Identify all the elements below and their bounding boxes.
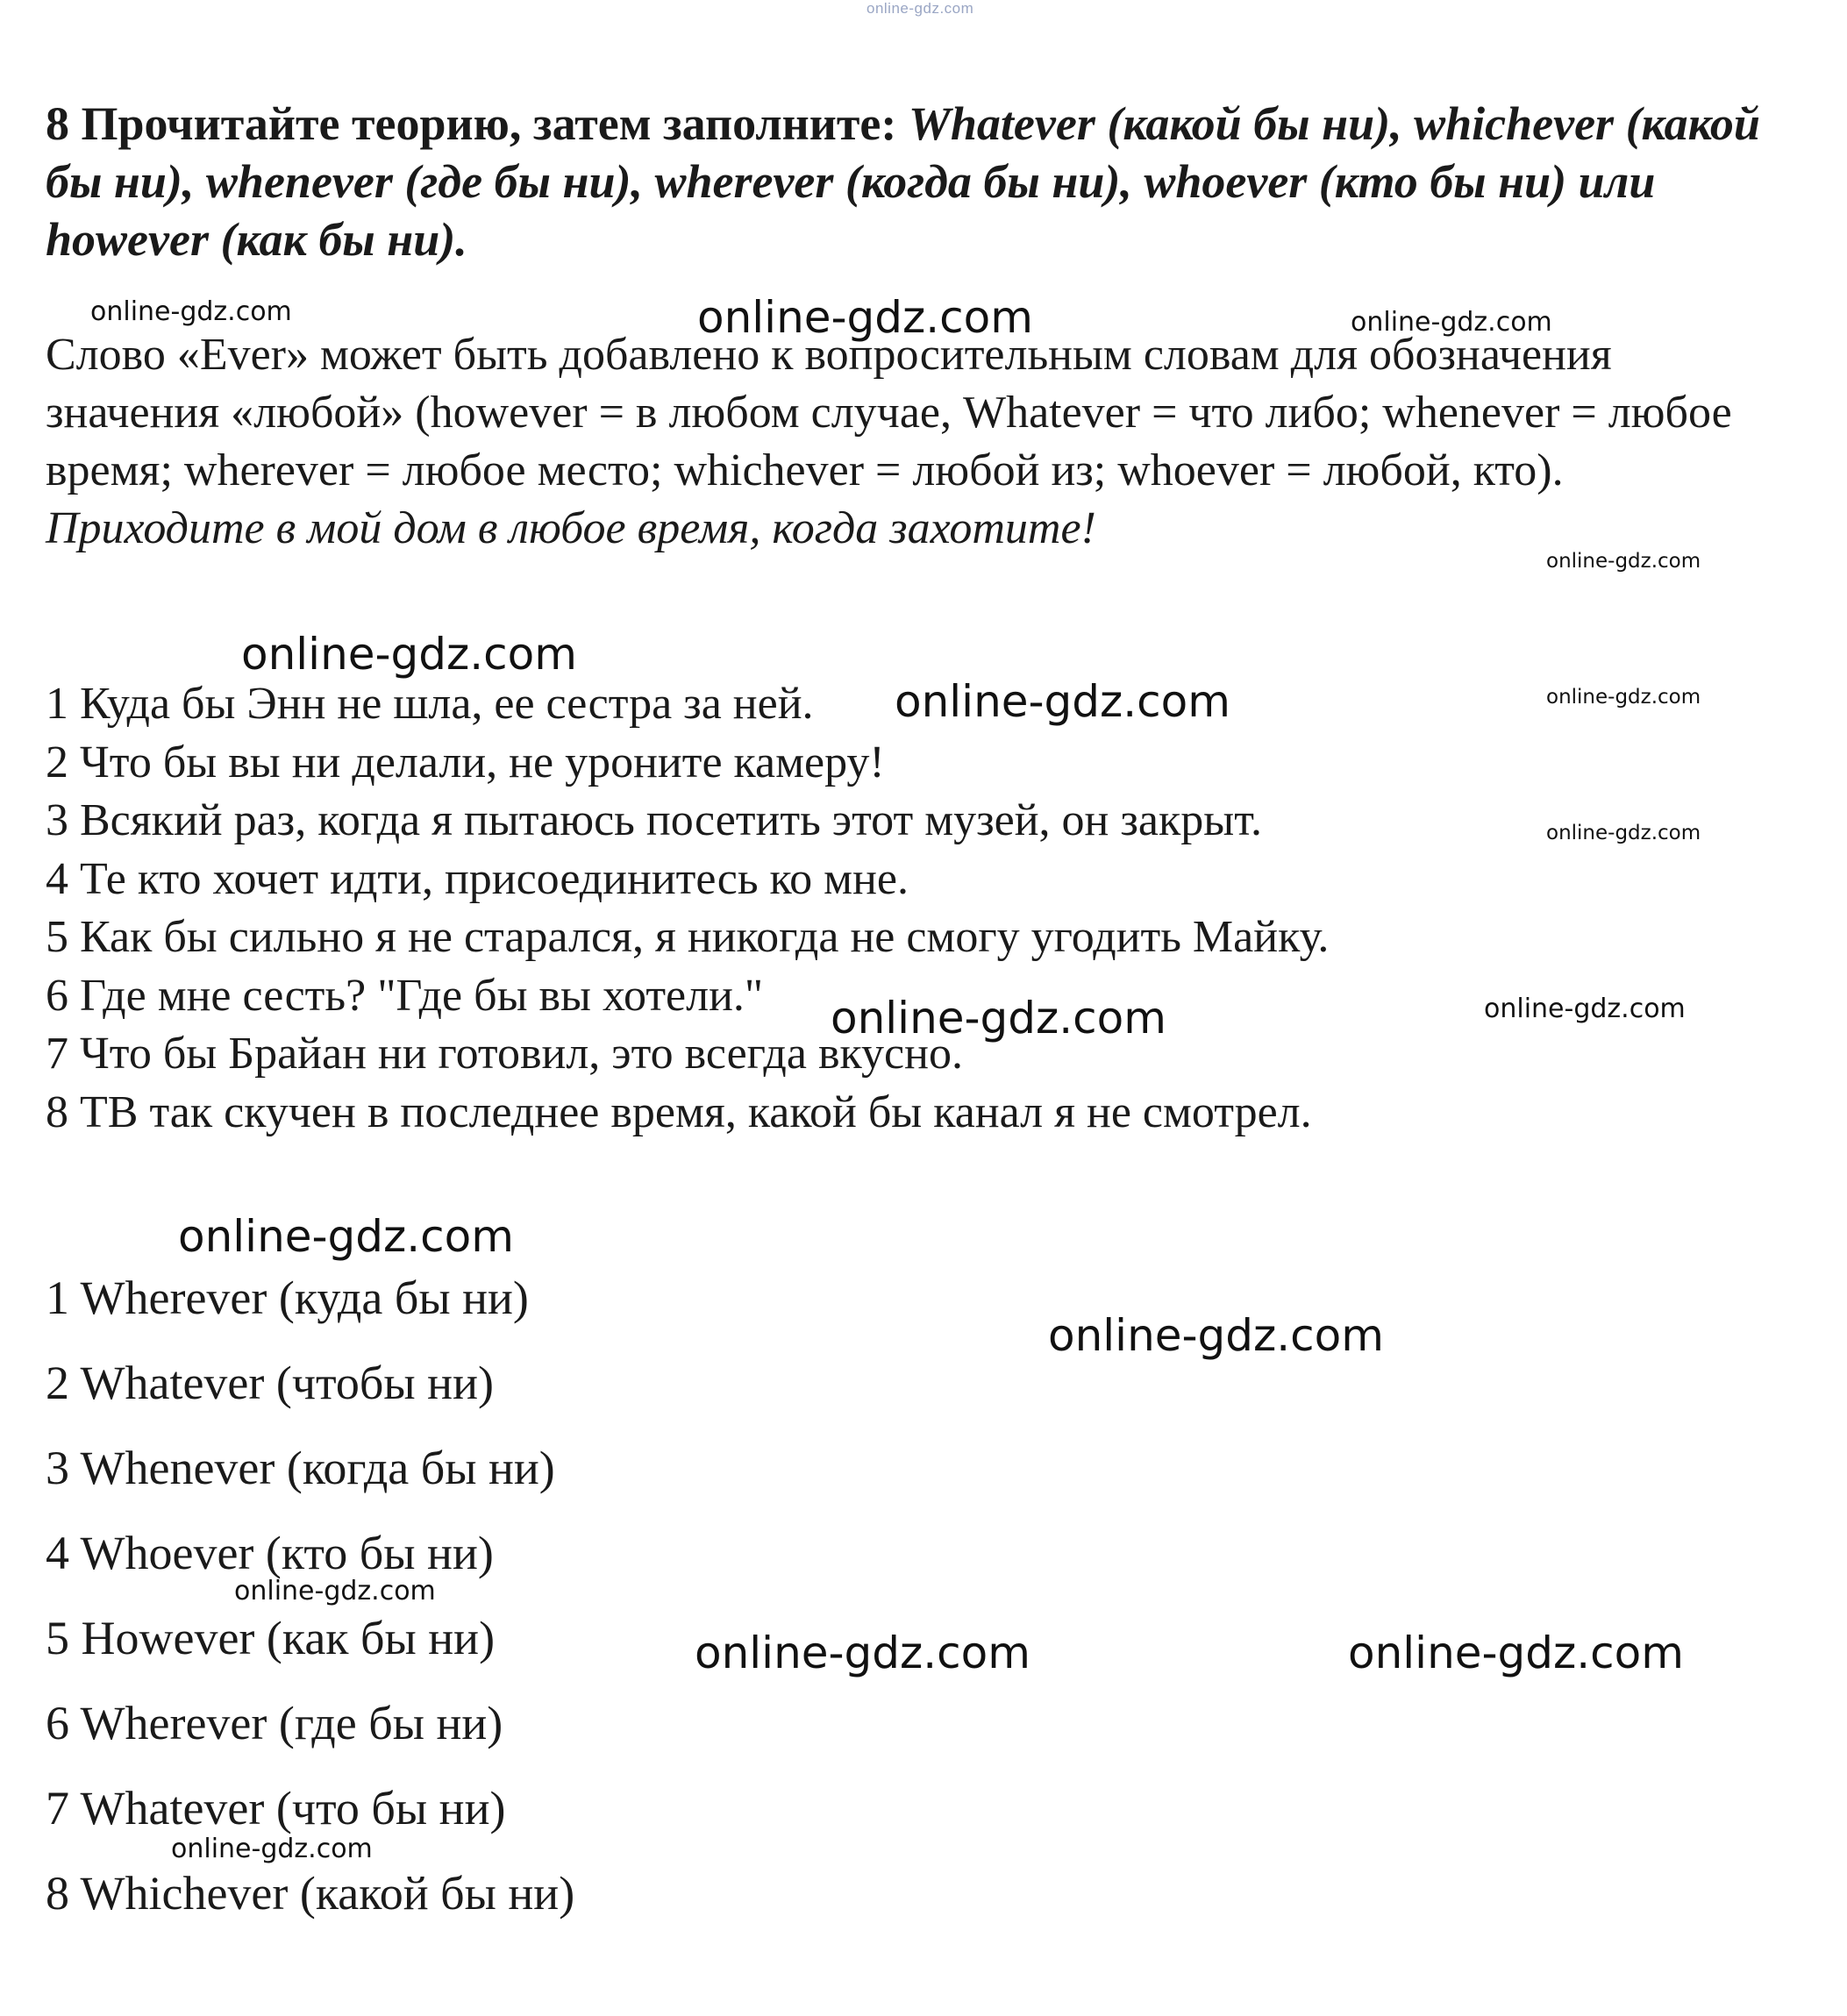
answer-item: 4 Whoever (кто бы ни) (46, 1527, 494, 1579)
watermark: online-gdz.com (90, 296, 292, 327)
task-item: 5 Как бы сильно я не старался, я никогда не смогу угодить Майку. (46, 912, 1330, 962)
answer-item: 1 Wherever (куда бы ни) (46, 1272, 529, 1324)
watermark: online-gdz.com (1348, 1628, 1684, 1678)
watermark: online-gdz.com (1351, 307, 1552, 338)
task-item: 1 Куда бы Энн не шла, ее сестра за ней. (46, 679, 814, 729)
watermark: online-gdz.com (1546, 686, 1701, 709)
exercise-heading (46, 95, 1782, 268)
answer-item: 3 Whenever (когда бы ни) (46, 1442, 555, 1494)
task-item: 7 Что бы Брайан ни готовил, это всегда вкусно. (46, 1029, 963, 1079)
watermark: online-gdz.com (178, 1211, 514, 1262)
task-item: 6 Где мне сесть? "Где бы вы хотели." (46, 970, 764, 1021)
header-watermark: online-gdz.com (866, 0, 974, 17)
heading-italic: Whatever (какой бы ни), whichever (какой бы ни), whenever (где бы ни), wherever (когда бы ни), whoever (кто бы ни) или however (как бы ни). (46, 97, 1760, 266)
task-item: 3 Всякий раз, когда я пытаюсь посетить этот музей, он закрыт. (46, 795, 1263, 845)
task-item: 2 Что бы вы ни делали, не уроните камеру! (46, 737, 885, 787)
answer-item: 6 Wherever (где бы ни) (46, 1697, 503, 1749)
watermark: online-gdz.com (695, 1628, 1030, 1678)
watermark: online-gdz.com (1546, 822, 1701, 844)
task-list (46, 675, 1329, 1142)
theory-text: Слово «Ever» может быть добавлено к вопросительным словам для обозначения значения «любой» (however = в любом случае, Whatever = что либо; whenever = любое время; wherever = любое место; whichever = любой из; whoever = любой, кто). (46, 330, 1732, 495)
watermark: online-gdz.com (241, 629, 577, 680)
task-item: 8 ТВ так скучен в последнее время, какой бы канал я не смотрел. (46, 1086, 1312, 1137)
watermark: online-gdz.com (1048, 1310, 1384, 1361)
watermark: online-gdz.com (1484, 994, 1686, 1024)
answer-item: 2 Whatever (чтобы ни) (46, 1357, 494, 1409)
theory-example: Приходите в мой дом в любое время, когда захотите! (46, 503, 1096, 553)
answer-item: 5 However (как бы ни) (46, 1612, 496, 1664)
watermark: online-gdz.com (171, 1834, 373, 1864)
theory-paragraph (46, 326, 1765, 558)
watermark: online-gdz.com (234, 1576, 436, 1606)
watermark: online-gdz.com (697, 292, 1033, 343)
watermark: online-gdz.com (1546, 550, 1701, 573)
answer-item: 8 Whichever (какой бы ни) (46, 1867, 575, 1920)
answer-item: 7 Whatever (что бы ни) (46, 1782, 506, 1834)
watermark: online-gdz.com (831, 993, 1166, 1044)
heading-plain: 8 Прочитайте теорию, затем заполните: (46, 97, 909, 150)
task-item: 4 Те кто хочет идти, присоединитесь ко мне. (46, 853, 909, 904)
watermark: online-gdz.com (895, 676, 1230, 727)
